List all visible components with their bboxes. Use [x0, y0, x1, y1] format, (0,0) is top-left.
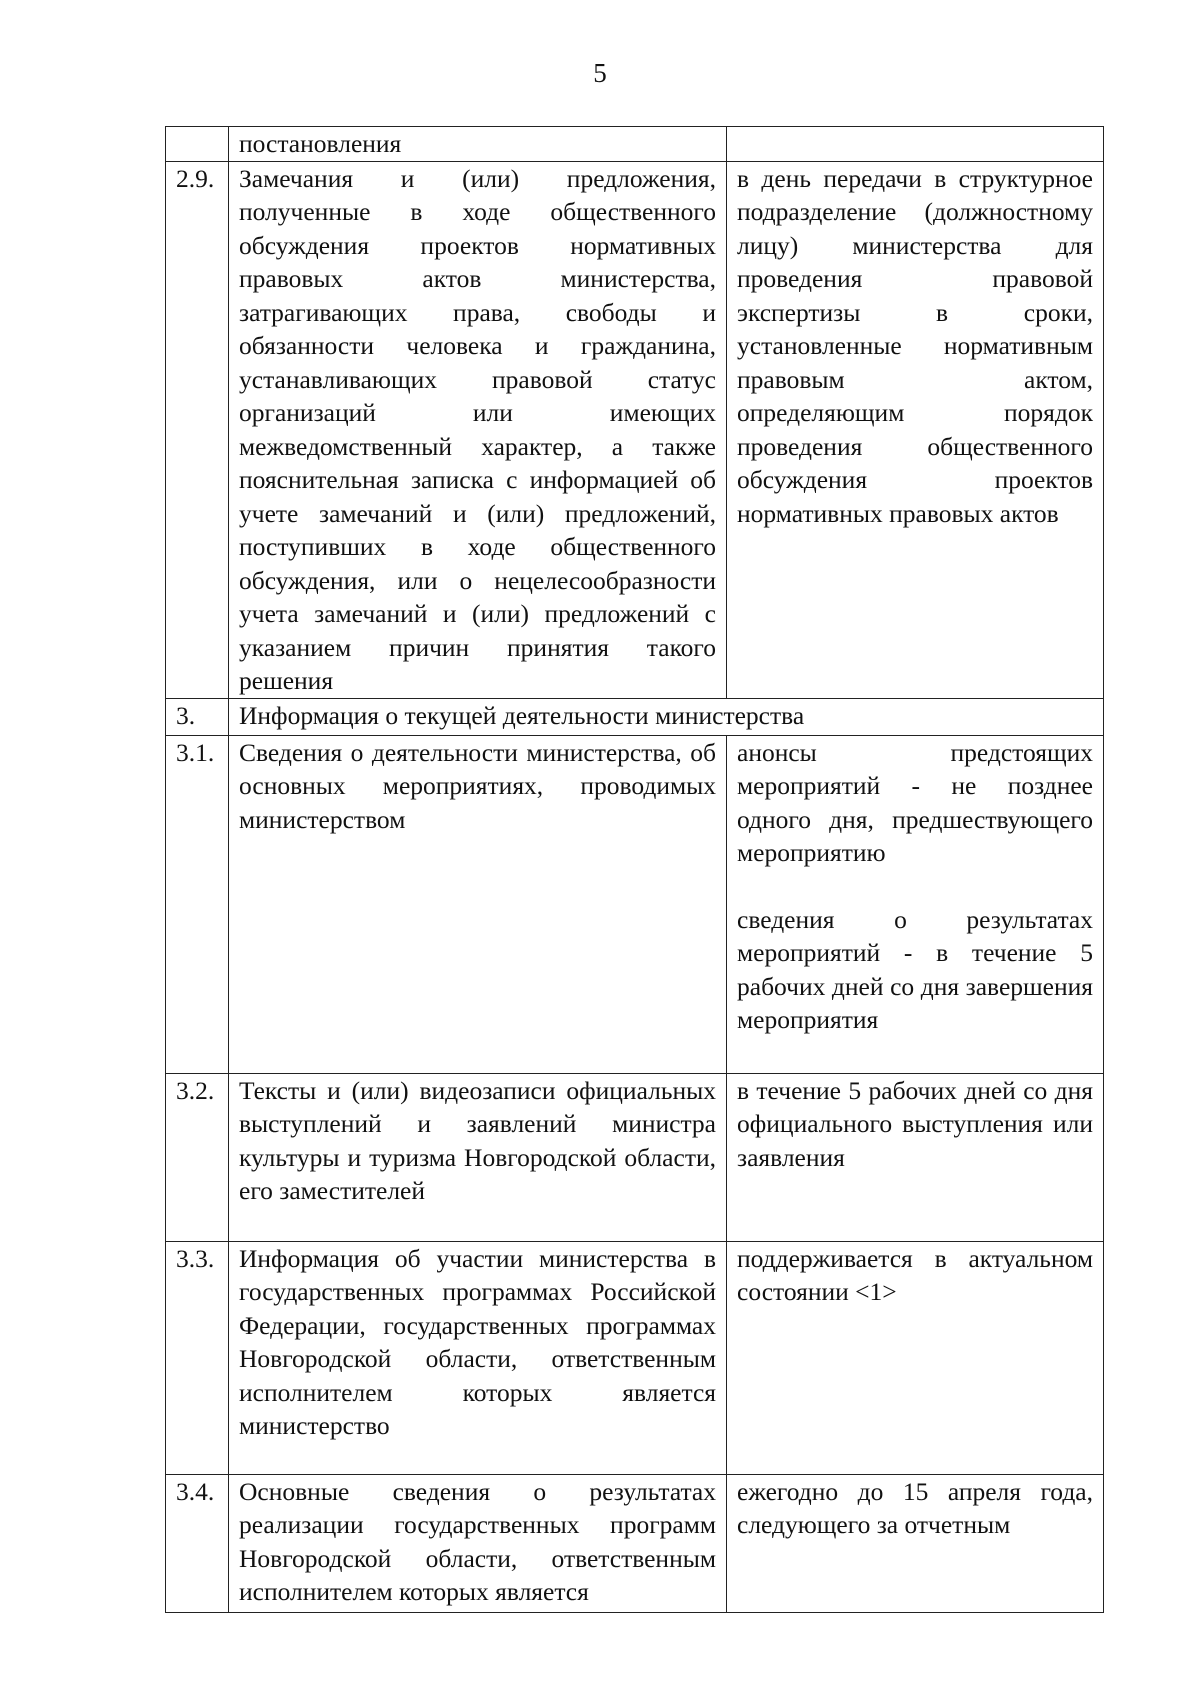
table-row: [166, 735, 1104, 1073]
table-row: [166, 1073, 1104, 1241]
row-term: [727, 735, 1104, 1073]
row-term: поддерживается в актуальном состоянии <1>: [727, 1241, 1104, 1474]
paragraph-gap: [737, 870, 1093, 903]
row-term: в день передачи в структурное подразделение (должностному лицу) министерства для проведения правовой экспертизы в сроки, установленные нормативным правовым актом, определяющим порядок проведения общественного обсуждения проектов нормативных правовых актов: [727, 161, 1104, 698]
section-heading: Информация о текущей деятельности министерства: [229, 698, 1104, 735]
row-number: 3.3.: [166, 1241, 229, 1474]
row-number: 3.2.: [166, 1073, 229, 1241]
row-number: 3.: [166, 698, 229, 735]
table-row: [166, 161, 1104, 698]
row-description: Тексты и (или) видеозаписи официальных выступлений и заявлений министра культуры и туризма Новгородской области, его заместителей: [229, 1073, 727, 1241]
row-number: 3.1.: [166, 735, 229, 1073]
row-term: ежегодно до 15 апреля года, следующего за отчетным: [727, 1474, 1104, 1612]
row-number: 2.9.: [166, 161, 229, 698]
table-row: [166, 1474, 1104, 1612]
term-paragraph: сведения о результатах мероприятий - в течение 5 рабочих дней со дня завершения мероприятия: [737, 904, 1093, 1034]
page-number: 5: [593, 58, 607, 88]
row-description: Информация об участии министерства в государственных программах Российской Федерации, государственных программах Новгородской области, ответственным исполнителем которых является министерство: [229, 1241, 727, 1474]
row-description: Основные сведения о результатах реализации государственных программ Новгородской области, ответственным исполнителем которых является: [229, 1474, 727, 1612]
document-table: [165, 126, 1104, 1613]
row-term: в течение 5 рабочих дней со дня официального выступления или заявления: [727, 1073, 1104, 1241]
row-number: 3.4.: [166, 1474, 229, 1612]
row-description: постановления: [229, 127, 727, 162]
row-number: [166, 127, 229, 162]
table-row: [166, 127, 1104, 162]
row-term: [727, 127, 1104, 162]
section-heading-row: [166, 698, 1104, 735]
table-row: [166, 1241, 1104, 1474]
term-paragraph: анонсы предстоящих мероприятий - не позднее одного дня, предшествующего мероприятию: [737, 737, 1093, 867]
row-description: Сведения о деятельности министерства, об основных мероприятиях, проводимых министерством: [229, 735, 727, 1073]
row-description: Замечания и (или) предложения, полученные в ходе общественного обсуждения проектов нормативных правовых актов министерства, затрагивающих права, свободы и обязанности человека и гражданина, устанавливающих правовой статус организаций или имеющих межведомственный характер, а также пояснительная записка с информацией об учете замечаний и (или) предложений, поступивших в ходе общественного обсуждения, или о нецелесообразности учета замечаний и (или) предложений с указанием причин принятия такого решения: [229, 161, 727, 698]
